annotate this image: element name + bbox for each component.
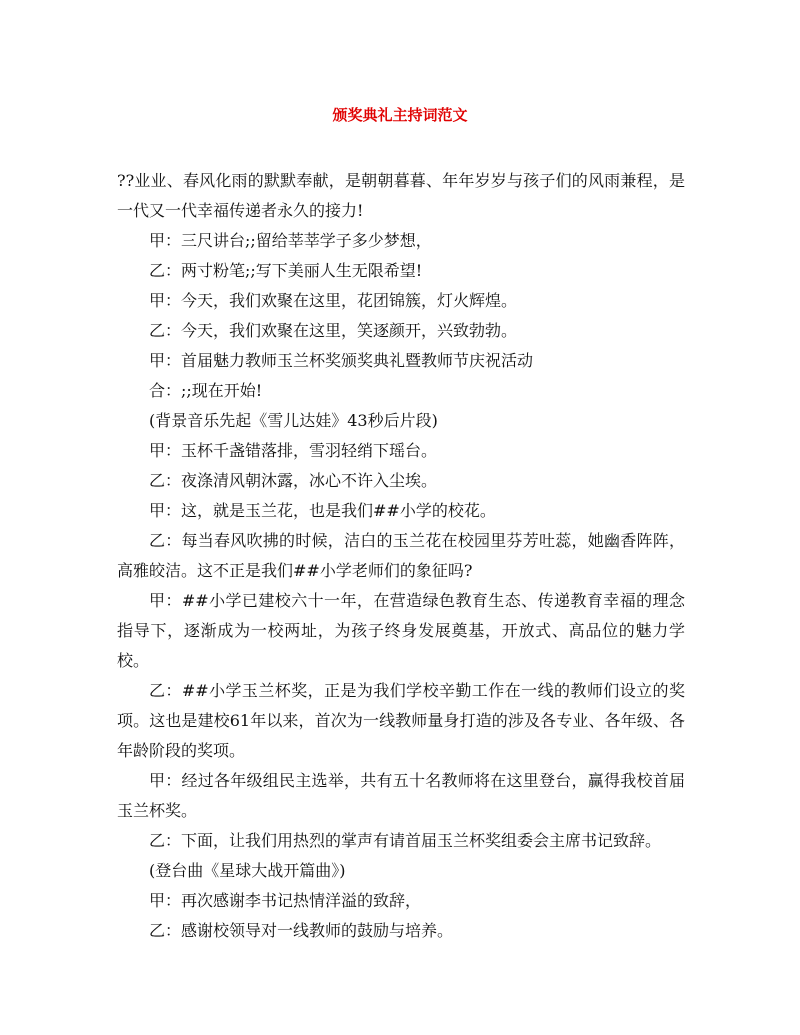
- paragraph: 乙：每当春风吹拂的时候，洁白的玉兰花在校园里芬芳吐蕊，她幽香阵阵，高雅皎洁。这不正是我们##小学老师们的象征吗?: [117, 531, 685, 580]
- paragraph: 乙：两寸粉笔;;写下美丽人生无限希望!: [149, 261, 423, 280]
- document-body: [117, 166, 685, 946]
- document-title: 颁奖典礼主持词范文: [332, 106, 468, 124]
- paragraph-stage-note: (背景音乐先起《雪儿达娃》43秒后片段): [149, 411, 438, 430]
- paragraph: 乙：感谢校领导对一线教师的鼓励与培养。: [149, 921, 454, 940]
- paragraph: 乙：今天，我们欢聚在这里，笑逐颜开，兴致勃勃。: [149, 321, 518, 340]
- paragraph: 甲：玉杯千盏错落排，雪羽轻绡下瑶台。: [149, 441, 438, 460]
- paragraph: 甲：这，就是玉兰花，也是我们##小学的校花。: [149, 501, 496, 520]
- paragraph: 甲：再次感谢李书记热情洋溢的致辞，: [149, 891, 422, 910]
- paragraph: 合：;;现在开始!: [149, 381, 263, 400]
- paragraph: 甲：经过各年级组民主选举，共有五十名教师将在这里登台，赢得我校首届玉兰杯奖。: [117, 771, 685, 820]
- paragraph: 乙：##小学玉兰杯奖，正是为我们学校辛勤工作在一线的教师们设立的奖项。这也是建校61年以来，首次为一线教师量身打造的涉及各专业、各年级、各年龄阶段的奖项。: [117, 681, 685, 760]
- paragraph: 乙：夜涤清风朝沐露，冰心不许入尘埃。: [149, 471, 438, 490]
- paragraph-opening: ??业业、春风化雨的默默奉献，是朝朝暮暮、年年岁岁与孩子们的风雨兼程，是一代又一代幸福传递者永久的接力!: [117, 171, 685, 220]
- paragraph: 甲：首届魅力教师玉兰杯奖颁奖典礼暨教师节庆祝活动: [149, 351, 534, 370]
- paragraph: 甲：今天，我们欢聚在这里，花团锦簇，灯火辉煌。: [149, 291, 518, 310]
- paragraph: 甲：三尺讲台;;留给莘莘学子多少梦想，: [149, 231, 432, 250]
- paragraph: 乙：下面，让我们用热烈的掌声有请首届玉兰杯奖组委会主席书记致辞。: [149, 831, 662, 850]
- paragraph-stage-note: (登台曲《星球大战开篇曲》): [149, 861, 346, 880]
- paragraph: 甲：##小学已建校六十一年，在营造绿色教育生态、传递教育幸福的理念指导下，逐渐成为一校两址，为孩子终身发展奠基，开放式、高品位的魅力学校。: [117, 591, 685, 670]
